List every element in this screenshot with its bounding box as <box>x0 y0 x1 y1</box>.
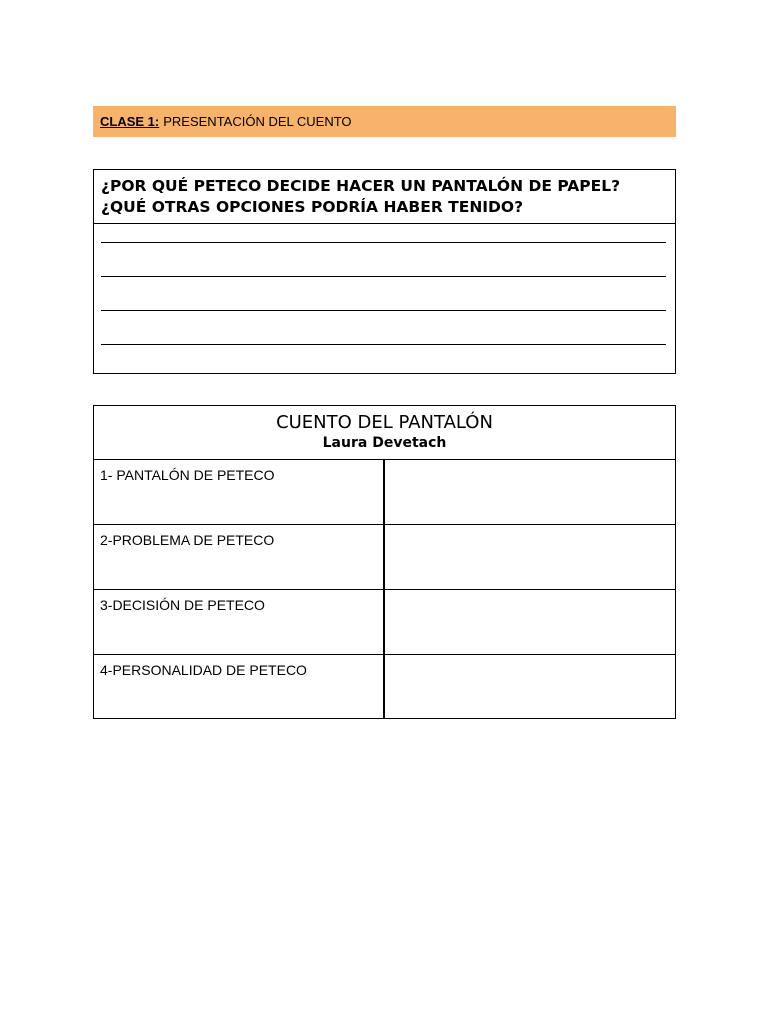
row-label: 3-DECISIÓN DE PETECO <box>94 590 385 654</box>
class-title: PRESENTACIÓN DEL CUENTO <box>163 114 352 129</box>
row-answer-cell[interactable] <box>385 655 675 719</box>
question-text: ¿POR QUÉ PETECO DECIDE HACER UN PANTALÓN DE PAPEL? ¿QUÉ OTRAS OPCIONES PODRÍA HABER TENIDO? <box>94 170 675 224</box>
row-answer-cell[interactable] <box>385 590 675 654</box>
question-box <box>93 169 676 374</box>
table-row <box>94 590 675 655</box>
answer-line-3[interactable] <box>101 310 666 311</box>
story-table-header <box>94 406 675 460</box>
answer-line-4[interactable] <box>101 344 666 345</box>
row-answer-cell[interactable] <box>385 460 675 524</box>
row-label: 2-PROBLEMA DE PETECO <box>94 525 385 589</box>
answer-line-1[interactable] <box>101 242 666 243</box>
row-label: 1- PANTALÓN DE PETECO <box>94 460 385 524</box>
answer-line-2[interactable] <box>101 276 666 277</box>
story-table <box>93 405 676 719</box>
story-title: CUENTO DEL PANTALÓN <box>276 412 493 433</box>
row-answer-cell[interactable] <box>385 525 675 589</box>
story-author: Laura Devetach <box>322 435 447 451</box>
table-row <box>94 460 675 525</box>
class-header-bar <box>93 106 676 137</box>
class-label: CLASE 1: <box>100 114 160 129</box>
table-row <box>94 525 675 590</box>
row-label: 4-PERSONALIDAD DE PETECO <box>94 655 385 719</box>
table-row <box>94 655 675 719</box>
